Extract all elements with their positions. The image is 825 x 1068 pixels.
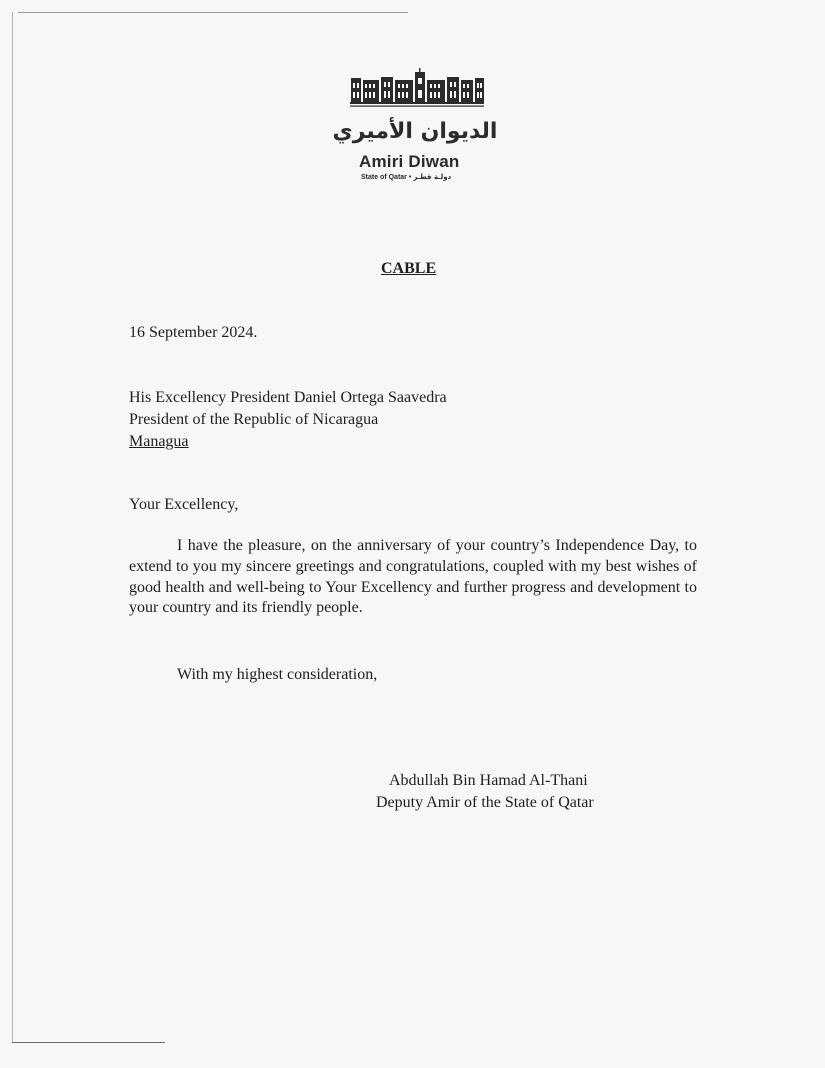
scan-edge-top bbox=[18, 12, 408, 13]
scan-edge-bottom bbox=[12, 1042, 165, 1043]
logo-subtitle bbox=[361, 173, 451, 181]
scan-edge-left bbox=[12, 12, 13, 1042]
document-heading: CABLE bbox=[381, 260, 437, 277]
svg-text:الديوان الأميري: الديوان الأميري bbox=[332, 119, 498, 144]
closing-line: With my highest consideration, bbox=[177, 666, 378, 683]
recipient-city: Managua bbox=[129, 433, 189, 450]
signatory-name: Abdullah Bin Hamad Al-Thani bbox=[389, 772, 588, 789]
diwan-palace-skyline-icon bbox=[350, 68, 484, 108]
amiri-diwan-logo bbox=[332, 68, 498, 193]
signatory-title: Deputy Amir of the State of Qatar bbox=[376, 794, 594, 811]
salutation: Your Excellency, bbox=[129, 496, 239, 513]
logo-subtitle-english: State of Qatar bbox=[361, 174, 407, 181]
logo-subtitle-separator: • bbox=[408, 174, 412, 181]
letter-date: 16 September 2024. bbox=[129, 324, 258, 341]
recipient-line-2: President of the Republic of Nicaragua bbox=[129, 411, 379, 428]
letter-body: I have the pleasure, on the anniversary of your country’s Independence Day, to extend to you my sincere greetings and congratulations, coupled with my best wishes of good health and well-being to Your Excellency and further progress and development to your country and its friendly people. bbox=[129, 537, 697, 617]
logo-title: Amiri Diwan bbox=[359, 152, 460, 171]
arabic-calligraphy-mark-icon bbox=[332, 110, 498, 148]
logo-subtitle-arabic: دولـة قطـر bbox=[413, 173, 452, 181]
recipient-line-1: His Excellency President Daniel Ortega Saavedra bbox=[129, 389, 447, 406]
